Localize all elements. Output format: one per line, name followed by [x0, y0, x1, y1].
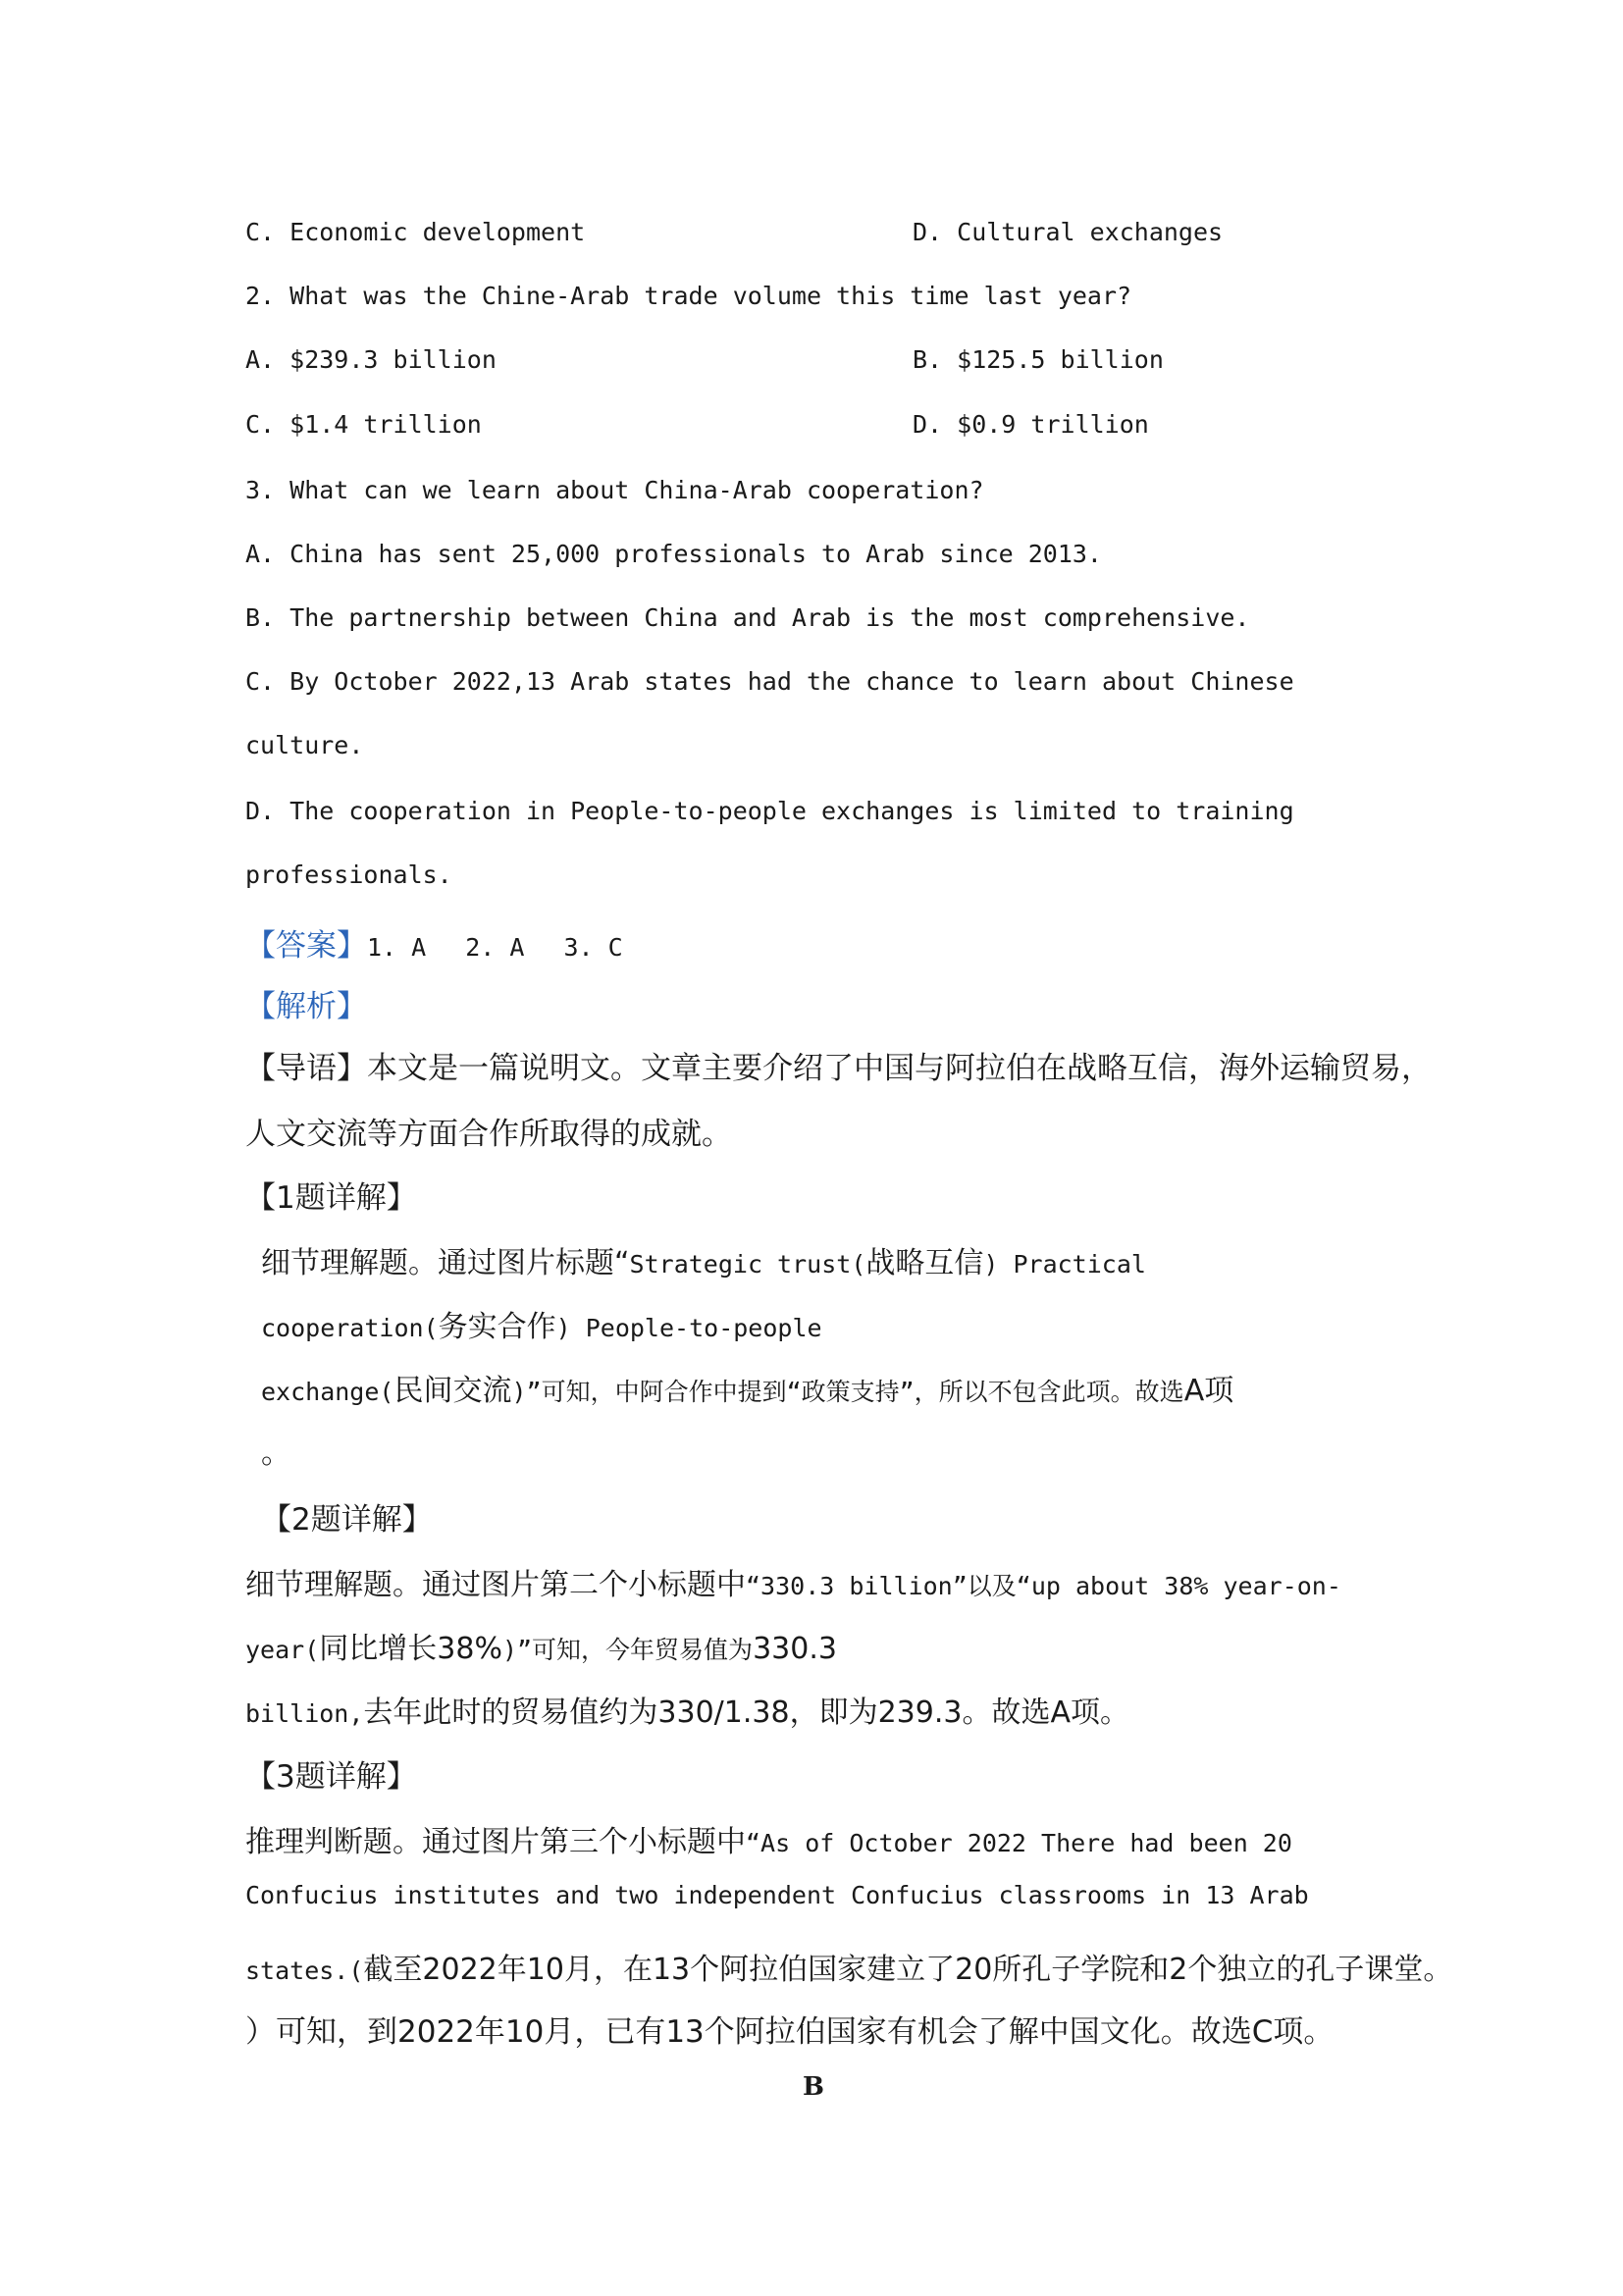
q1-option-d: D. Cultural exchanges	[913, 218, 1224, 246]
q2-option-a: A. $239.3 billion	[245, 345, 497, 374]
detail1-line2: cooperation(务实合作) People-to-people	[261, 1310, 822, 1344]
detail3-line3: states.(截至2022年10月，在13个阿拉伯国家建立了20所孔子学院和2个独立的孔子课堂。	[245, 1953, 1453, 1987]
q2-option-row-cd	[245, 410, 1149, 439]
detail1-line4: 。	[261, 1435, 291, 1471]
answer-label: 【答案】	[245, 928, 367, 964]
detail2-line3: billion,去年此时的贸易值约为330/1.38，即为239.3。故选A项。	[245, 1696, 1129, 1730]
q2-option-c: C. $1.4 trillion	[245, 410, 482, 439]
answer-1: 1. A	[367, 933, 427, 962]
q2-option-d: D. $0.9 trillion	[913, 410, 1149, 439]
detail3-line2: Confucius institutes and two independent Confucius classrooms in 13 Arab	[245, 1881, 1309, 1909]
detail2-line1: 细节理解题。通过图片第二个小标题中“330.3 billion”以及“up about 38% year-on-	[245, 1568, 1341, 1602]
q3-option-b: B. The partnership between China and Arab is the most comprehensive.	[245, 603, 1250, 632]
detail2-line2: year(同比增长38%)”可知，今年贸易值为330.3	[245, 1632, 837, 1666]
answer-row	[245, 920, 623, 965]
q3-option-d-line2: professionals.	[245, 861, 452, 889]
detail3-label: 【3题详解】	[245, 1759, 417, 1795]
q2-stem: 2. What was the Chine-Arab trade volume this time last year?	[245, 282, 1132, 310]
detail3-line4: ）可知，到2022年10月，已有13个阿拉伯国家有机会了解中国文化。故选C项。	[245, 2014, 1335, 2050]
q1-option-c: C. Economic development	[245, 218, 586, 246]
answer-2: 2. A	[465, 933, 525, 962]
detail1-label: 【1题详解】	[245, 1180, 417, 1216]
q3-stem: 3. What can we learn about China-Arab cooperation?	[245, 476, 984, 504]
detail3-line1: 推理判断题。通过图片第三个小标题中“As of October 2022 There had been 20	[245, 1825, 1292, 1859]
answer-3: 3. C	[563, 933, 623, 962]
section-mark: B	[803, 2072, 824, 2102]
intro-line1	[245, 1043, 1432, 1087]
q3-option-c-line1: C. By October 2022,13 Arab states had the chance to learn about Chinese	[245, 667, 1294, 696]
q3-option-c-line2: culture.	[245, 731, 364, 759]
q2-option-row-ab	[245, 345, 1164, 374]
intro-text-1: 本文是一篇说明文。文章主要介绍了中国与阿拉伯在战略互信，海外运输贸易，	[367, 1051, 1432, 1086]
detail1-line3: exchange(民间交流)”可知，中阿合作中提到“政策支持”，所以不包含此项。故选A项	[261, 1374, 1234, 1408]
q3-option-d-line1: D. The cooperation in People-to-people exchanges is limited to training	[245, 797, 1294, 825]
q2-option-b: B. $125.5 billion	[913, 345, 1164, 374]
analysis-label: 【解析】	[245, 989, 367, 1024]
intro-line2: 人文交流等方面合作所取得的成就。	[245, 1117, 732, 1152]
intro-label: 【导语】	[245, 1051, 367, 1086]
q1-option-row-cd	[245, 218, 1224, 246]
detail1-line1: 细节理解题。通过图片标题“Strategic trust(战略互信) Practical	[261, 1246, 1146, 1280]
detail2-label: 【2题详解】	[261, 1502, 433, 1538]
q3-option-a: A. China has sent 25,000 professionals to Arab since 2013.	[245, 540, 1102, 568]
